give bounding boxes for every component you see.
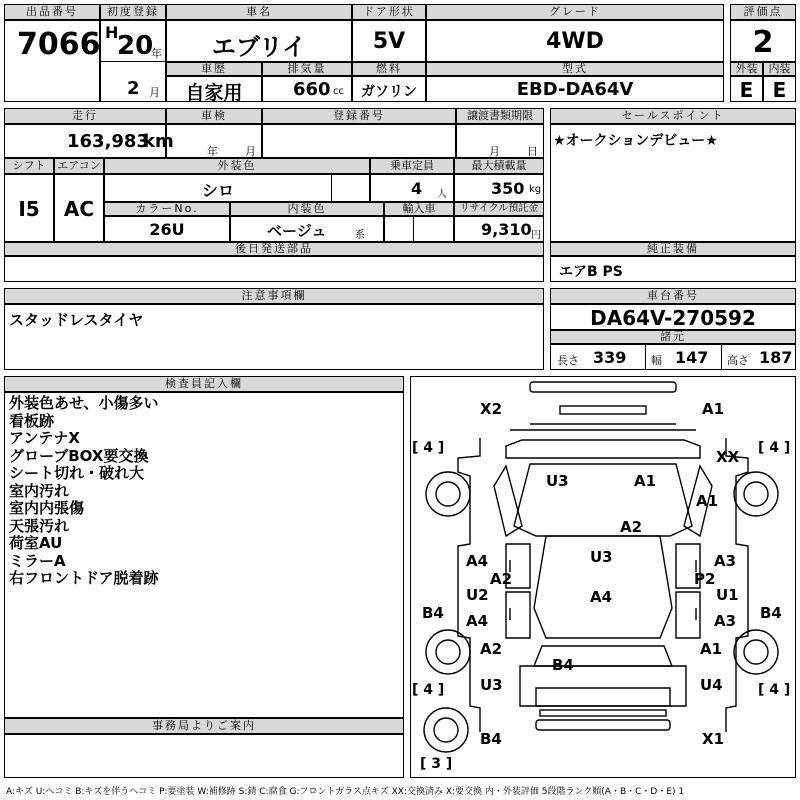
spare-tire-inner — [434, 718, 458, 742]
genuine-equip-header: 純正装備 — [550, 242, 796, 256]
mark-right-a3-top: A3 — [714, 552, 737, 570]
left-front-window — [494, 466, 522, 536]
mark-left-u2: U2 — [466, 586, 489, 604]
tire-front-right — [734, 472, 778, 516]
height: 187 — [759, 348, 793, 367]
shift-box — [4, 174, 54, 242]
mark-rear-left-u3: U3 — [480, 676, 503, 694]
aircon: AC — [63, 197, 95, 221]
lot-no: 7066 — [17, 27, 101, 62]
reg-year: 20 — [117, 31, 154, 61]
mark-tire-rr: [ 4 ] — [758, 682, 791, 698]
inspector-note-line: ミラーA — [9, 551, 66, 570]
ext-color: シロ — [201, 181, 234, 200]
capacity: 4 — [411, 179, 423, 198]
notes: スタッドレスタイヤ — [9, 311, 144, 329]
mark-tire-fr: [ 4 ] — [758, 440, 791, 456]
tire-front-left-inner — [436, 482, 460, 506]
lot-no-header: 出品番号 — [4, 4, 100, 20]
transfer-header: 譲渡書類期限 — [456, 108, 544, 124]
model-code-box — [426, 76, 724, 102]
color-no-header: カラーNo. — [104, 202, 230, 216]
transfer-day-unit: 日 — [527, 145, 538, 158]
length: 339 — [593, 348, 627, 367]
height-label: 高さ — [727, 354, 749, 367]
later-parts-box — [4, 256, 544, 282]
inspector-note-line: 荷室AU — [9, 534, 63, 552]
mark-roof-u3: U3 — [546, 472, 569, 490]
fuel-box — [352, 76, 426, 102]
grade-box — [426, 20, 724, 62]
mark-rear-left-a2: A2 — [480, 640, 503, 658]
sales-point-header: セールスポイント — [550, 108, 796, 124]
mark-right-p2: P2 — [694, 570, 716, 588]
capacity-box — [370, 174, 454, 202]
rear-bumper-bar — [536, 720, 670, 730]
import-header: 輸入車 — [384, 202, 454, 216]
mark-right-a3-bot: A3 — [714, 612, 737, 630]
inspector-note-line: 外装色あせ、小傷多い — [9, 394, 159, 412]
shift-header: シフト — [4, 158, 54, 174]
inspector-note-line: グローブBOX要交換 — [9, 446, 149, 465]
hood-lines — [510, 424, 696, 430]
km-unit: km — [143, 131, 174, 152]
mark-right-b4: B4 — [760, 604, 782, 622]
color-no: 26U — [149, 220, 185, 239]
max-load-header: 最大積載量 — [454, 158, 544, 174]
aircon-header: エアコン — [54, 158, 104, 174]
shift: I5 — [18, 197, 40, 221]
max-load-box — [454, 174, 544, 202]
kg-unit: kg — [529, 184, 542, 195]
later-parts-header: 後日発送部品 — [4, 242, 544, 256]
mark-right-u1: U1 — [716, 586, 739, 604]
rear-body — [520, 666, 686, 706]
interior-score: E — [772, 78, 787, 102]
import-divider — [413, 217, 414, 241]
inspector-note-line: 室内汚れ — [9, 481, 70, 500]
inspector-note-line: 看板跡 — [9, 411, 55, 430]
mark-rear-right-u4: U4 — [700, 676, 723, 694]
int-color: ベージュ — [267, 222, 327, 240]
chassis-box — [550, 304, 796, 330]
history-box — [166, 76, 262, 102]
displacement-box — [262, 76, 352, 102]
mark-fender-r: A1 — [696, 492, 719, 510]
chassis-no: DA64V-270592 — [590, 306, 756, 330]
tire-rear-right-inner — [744, 640, 768, 664]
left-side-body — [458, 438, 480, 732]
front-bumper-bar — [530, 382, 676, 392]
door-box — [352, 20, 426, 62]
specs-header: 諸元 — [550, 330, 796, 344]
inspector-note-line: 室内内張傷 — [9, 499, 85, 517]
recycle: 9,310 — [481, 220, 532, 239]
int-color-header: 内装色 — [230, 202, 384, 216]
rear-bumper — [536, 688, 670, 706]
tire-rear-left-inner — [436, 640, 460, 664]
inspector-note-line: シート切れ・破れ大 — [9, 464, 145, 482]
mark-left-a2: A2 — [490, 570, 513, 588]
first-reg-header: 初度登録 — [100, 4, 166, 20]
specs-box — [550, 344, 796, 370]
sales-point-box — [550, 124, 796, 242]
mark-left-b4: B4 — [422, 604, 444, 622]
specs-div1 — [645, 345, 646, 369]
inspector-note-line: 右フロントドア脱着跡 — [9, 569, 159, 587]
rear-plate — [540, 710, 666, 716]
era: H — [105, 23, 119, 42]
mark-hood-right: XX — [716, 448, 740, 466]
int-color-box — [230, 216, 384, 242]
grade: 4WD — [546, 29, 604, 54]
exterior-score: E — [739, 78, 754, 102]
door-type: 5V — [372, 29, 406, 54]
persons-unit: 人 — [437, 189, 447, 200]
notes-box — [4, 304, 544, 370]
score-box — [730, 20, 796, 62]
reg-no-box — [262, 124, 456, 158]
aircon-box — [54, 174, 104, 242]
import-box — [384, 216, 454, 242]
exterior-box — [730, 76, 763, 102]
mark-left-a4-top: A4 — [466, 552, 489, 570]
model-name-box — [166, 20, 352, 62]
capacity-header: 乗車定員 — [370, 158, 454, 174]
width: 147 — [675, 348, 709, 367]
exterior-header: 外装 — [730, 62, 763, 76]
mark-rear-right-a1: A1 — [700, 640, 723, 658]
reg-month-box — [100, 62, 166, 102]
mark-tire-fl: [ 4 ] — [412, 440, 445, 456]
mark-roof-a1: A1 — [634, 472, 657, 490]
reg-no-header: 登録番号 — [262, 108, 456, 124]
recycle-box — [454, 216, 544, 242]
ext-color-divider — [331, 175, 332, 201]
score-header: 評価点 — [730, 4, 796, 20]
mark-tire-rl: [ 4 ] — [412, 682, 445, 698]
door-header: ドア形状 — [352, 4, 426, 20]
score: 2 — [752, 25, 774, 60]
sales-point: ★オークションデビュー★ — [553, 133, 718, 149]
mileage: 163,983 — [67, 131, 149, 152]
mark-front-left: X2 — [480, 400, 503, 418]
first-reg-box — [100, 20, 166, 62]
mileage-header: 走行 — [4, 108, 166, 124]
front-windshield — [506, 440, 700, 458]
inspector-box — [4, 392, 404, 718]
inspector-note-line: 天張汚れ — [9, 516, 70, 535]
mark-bumper-right: X1 — [702, 730, 725, 748]
model-name: エブリイ — [211, 33, 307, 61]
mark-rear-b4: B4 — [552, 656, 574, 674]
model-name-header: 車名 — [166, 4, 352, 20]
mark-left-a4-bot: A4 — [466, 612, 489, 630]
length-label: 長さ — [557, 354, 579, 367]
inspection-box — [166, 124, 262, 158]
specs-div2 — [721, 345, 722, 369]
roof — [514, 464, 692, 536]
mark-spare: [ 3 ] — [420, 756, 453, 772]
kei-unit: 系 — [355, 230, 365, 241]
fuel-header: 燃料 — [352, 62, 426, 76]
legend: A:キズ U:ヘコミ B:キズを伴うヘコミ P:要塗装 W:補修跡 S:錆 C:腐食 G:フロントガラス点キズ XX:交換済み X:要交換 内・外装評価 5段階ランク順(A・B・C・D・E) 1 — [6, 787, 685, 797]
cc-unit: cc — [333, 86, 344, 97]
inspector-notes-list — [9, 395, 159, 588]
transfer-box — [456, 124, 544, 158]
fuel: ガソリン — [361, 84, 417, 100]
inspection-year-unit: 年 — [207, 145, 218, 158]
front-plate — [560, 406, 646, 414]
mark-center-a4: A4 — [590, 588, 613, 606]
tire-front-right-inner — [744, 482, 768, 506]
inspection-month-unit: 月 — [245, 145, 256, 158]
interior-box — [763, 76, 796, 102]
ext-color-header: 外装色 — [104, 158, 370, 174]
mark-center-u3: U3 — [590, 548, 613, 566]
year-unit: 年 — [151, 47, 162, 60]
max-load: 350 — [491, 179, 525, 198]
displacement-header: 排気量 — [262, 62, 352, 76]
genuine-equip-box — [550, 256, 796, 282]
month-unit: 月 — [149, 86, 160, 99]
chassis-header: 車台番号 — [550, 288, 796, 304]
history-header: 車歴 — [166, 62, 262, 76]
recycle-header: リサイクル預託金 — [454, 202, 544, 216]
mark-bumper-left: B4 — [480, 730, 502, 748]
interior-header: 内装 — [763, 62, 796, 76]
mark-pillar-a2: A2 — [620, 518, 643, 536]
grade-header: グレード — [426, 4, 724, 20]
width-label: 幅 — [651, 354, 662, 367]
notes-header: 注意事項欄 — [4, 288, 544, 304]
office-box — [4, 734, 404, 778]
inspector-header: 検査員記入欄 — [4, 376, 404, 392]
displacement: 660 — [293, 79, 331, 100]
car-diagram — [410, 376, 796, 778]
lot-no-box — [4, 20, 100, 102]
tire-front-left — [426, 472, 470, 516]
model-code: EBD-DA64V — [516, 79, 634, 100]
yen-unit: 円 — [531, 230, 541, 241]
spare-tire — [424, 708, 468, 752]
color-no-box — [104, 216, 230, 242]
transfer-month-unit: 月 — [489, 145, 500, 158]
reg-month: 2 — [127, 78, 140, 99]
mark-front-right: A1 — [702, 400, 725, 418]
mileage-box — [4, 124, 174, 158]
inspector-note-line: アンテナX — [9, 429, 80, 447]
ext-color-box — [104, 174, 370, 202]
history: 自家用 — [185, 82, 243, 104]
office-header: 事務局よりご案内 — [4, 718, 404, 734]
inspection-header: 車検 — [166, 108, 262, 124]
model-code-header: 型式 — [426, 62, 724, 76]
genuine-equip: エアB PS — [559, 264, 623, 280]
